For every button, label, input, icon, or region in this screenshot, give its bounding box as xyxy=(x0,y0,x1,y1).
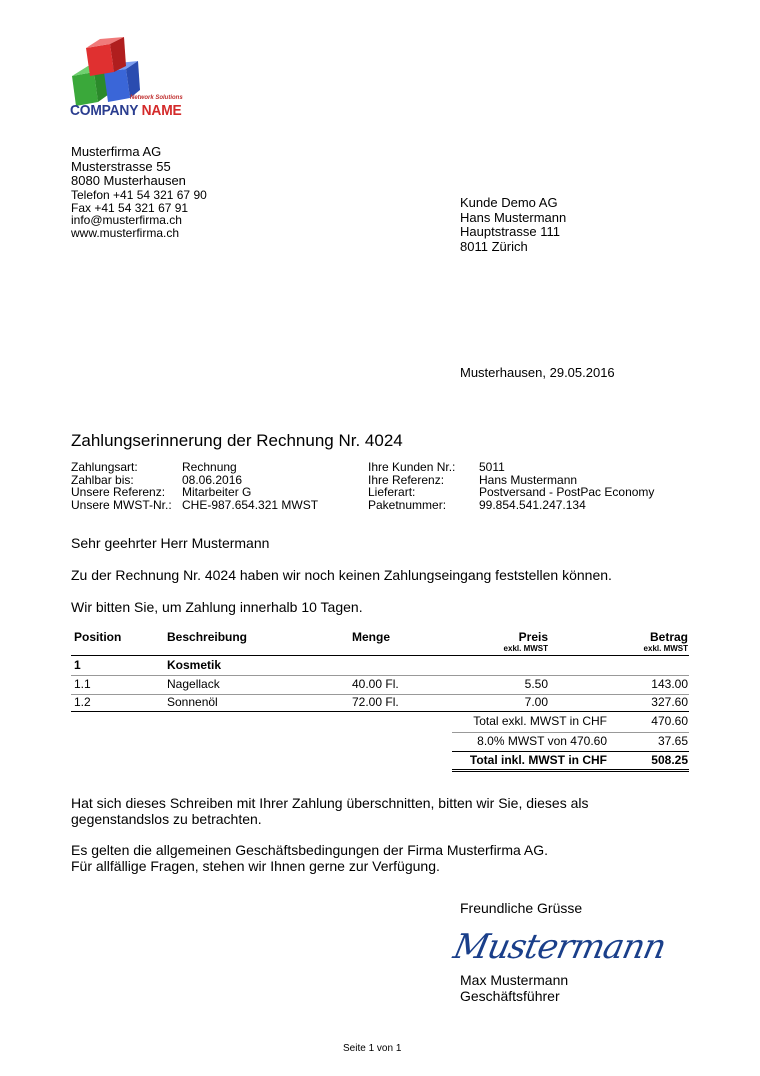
info-row xyxy=(368,461,698,474)
logo-wordmark xyxy=(70,102,182,119)
total-value: 470.60 xyxy=(651,714,688,728)
cell-description: Sonnenöl xyxy=(167,695,218,709)
header-amount xyxy=(644,630,688,653)
group-position: 1 xyxy=(74,658,81,672)
cell-description: Nagellack xyxy=(167,677,220,691)
cell-position: 1.2 xyxy=(74,695,91,709)
salutation: Sehr geehrter Herr Mustermann xyxy=(71,535,270,551)
info-value: Mitarbeiter G xyxy=(182,485,252,499)
sender-company: Musterfirma AG xyxy=(71,144,162,159)
recipient-person: Hans Mustermann xyxy=(460,209,567,225)
cell-quantity: 72.00 Fl. xyxy=(352,695,399,709)
info-label: Lieferart: xyxy=(368,485,416,499)
document-title: Zahlungserinnerung der Rechnung Nr. 4024 xyxy=(71,431,403,450)
table-row xyxy=(71,676,689,693)
info-label: Ihre Referenz: xyxy=(368,472,445,487)
info-label: Unsere Referenz: xyxy=(71,485,166,499)
header-price-label: Preis xyxy=(518,630,548,644)
logo-tagline: Network Solutions xyxy=(130,95,183,101)
info-block-left xyxy=(71,461,361,511)
info-value: 99.854.541.247.134 xyxy=(479,497,586,512)
sender-address xyxy=(71,145,186,189)
recipient-city: 8011 Zürich xyxy=(460,238,528,254)
recipient-street: Hauptstrasse 111 xyxy=(460,224,560,239)
vat-value: 37.65 xyxy=(657,734,688,748)
header-amount-sub: exkl. MWST xyxy=(643,644,688,653)
terms-line: Es gelten die allgemeinen Geschäftsbedingungen der Firma Musterfirma AG. xyxy=(71,842,549,858)
closing-line: gegenstandslos zu betrachten. xyxy=(71,811,262,827)
body-paragraph: Zu der Rechnung Nr. 4024 haben wir noch keinen Zahlungseingang feststellen können. xyxy=(71,567,612,583)
grand-total-value: 508.25 xyxy=(651,753,688,767)
info-block-right xyxy=(368,461,698,511)
total-row xyxy=(71,713,689,730)
terms-line: Für allfällige Fragen, stehen wir Ihnen gerne zur Verfügung. xyxy=(71,858,440,874)
grand-total-label: Total inkl. MWST in CHF xyxy=(469,753,607,767)
recipient-address xyxy=(460,196,566,254)
handwritten-signature xyxy=(450,920,669,970)
info-value: 08.06.2016 xyxy=(182,472,243,487)
header-divider xyxy=(71,655,689,656)
info-value: Postversand - PostPac Economy xyxy=(479,485,655,499)
rows-end-divider xyxy=(71,711,689,712)
header-price xyxy=(504,630,548,653)
body-paragraph: Wir bitten Sie, um Zahlung innerhalb 10 Tagen. xyxy=(71,599,363,615)
signer-name: Max Mustermann xyxy=(460,972,569,988)
info-label: Zahlbar bis: xyxy=(71,472,134,487)
cell-amount: 143.00 xyxy=(651,677,688,691)
header-price-sub: exkl. MWST xyxy=(503,644,548,653)
header-amount-label: Betrag xyxy=(649,630,688,644)
info-label: Ihre Kunden Nr.: xyxy=(368,460,456,474)
cell-position: 1.1 xyxy=(74,677,91,691)
logo-name-part2: NAME xyxy=(141,102,182,119)
table-row xyxy=(71,694,689,711)
signer-role: Geschäftsführer xyxy=(460,988,560,1004)
sender-contact xyxy=(71,189,207,239)
logo-name-part1: COMPANY xyxy=(70,102,138,119)
grand-total-row xyxy=(71,752,689,769)
cell-price: 7.00 xyxy=(524,695,548,709)
info-value: Hans Mustermann xyxy=(479,472,578,487)
place-date: Musterhausen, 29.05.2016 xyxy=(460,365,615,380)
info-value: CHE-987.654.321 MWST xyxy=(182,497,319,512)
sender-phone: Telefon +41 54 321 67 90 xyxy=(71,188,207,202)
info-label: Zahlungsart: xyxy=(71,460,138,474)
grand-total-underline xyxy=(452,769,689,770)
cell-price: 5.50 xyxy=(524,677,548,691)
info-row xyxy=(71,461,361,474)
terms-paragraph xyxy=(71,842,548,874)
total-label: Total exkl. MWST in CHF xyxy=(473,714,607,728)
sender-street: Musterstrasse 55 xyxy=(71,158,171,174)
page-number: Seite 1 von 1 xyxy=(343,1043,402,1054)
group-description: Kosmetik xyxy=(167,658,222,672)
sender-email: info@musterfirma.ch xyxy=(71,213,182,227)
invoice-table xyxy=(71,628,689,778)
info-label: Unsere MWST-Nr.: xyxy=(71,497,172,512)
vat-label: 8.0% MWST von 470.60 xyxy=(477,734,607,748)
info-row xyxy=(71,499,361,512)
header-quantity: Menge xyxy=(352,630,391,644)
cell-quantity: 40.00 Fl. xyxy=(352,677,399,691)
info-row xyxy=(368,486,698,499)
recipient-company: Kunde Demo AG xyxy=(460,195,558,210)
signer-block xyxy=(460,972,568,1004)
vat-row xyxy=(71,733,689,750)
header-position: Position xyxy=(74,630,122,644)
info-row xyxy=(71,486,361,499)
info-label: Paketnummer: xyxy=(368,497,447,512)
closing-paragraph xyxy=(71,795,588,827)
grand-total-underline xyxy=(452,771,689,772)
info-value: Rechnung xyxy=(182,460,237,474)
signature-text: Mustermann xyxy=(450,927,669,967)
sender-fax: Fax +41 54 321 67 91 xyxy=(71,200,189,215)
info-row xyxy=(368,499,698,512)
sender-website: www.musterfirma.ch xyxy=(71,225,180,240)
table-group-row xyxy=(71,657,689,674)
closing-line: Hat sich dieses Schreiben mit Ihrer Zahlung überschnitten, bitten wir Sie, dieses als xyxy=(71,795,589,811)
sender-city: 8080 Musterhausen xyxy=(71,173,186,188)
info-value: 5011 xyxy=(479,460,505,474)
cell-amount: 327.60 xyxy=(651,695,688,709)
header-description: Beschreibung xyxy=(167,630,248,644)
regards: Freundliche Grüsse xyxy=(460,900,583,916)
